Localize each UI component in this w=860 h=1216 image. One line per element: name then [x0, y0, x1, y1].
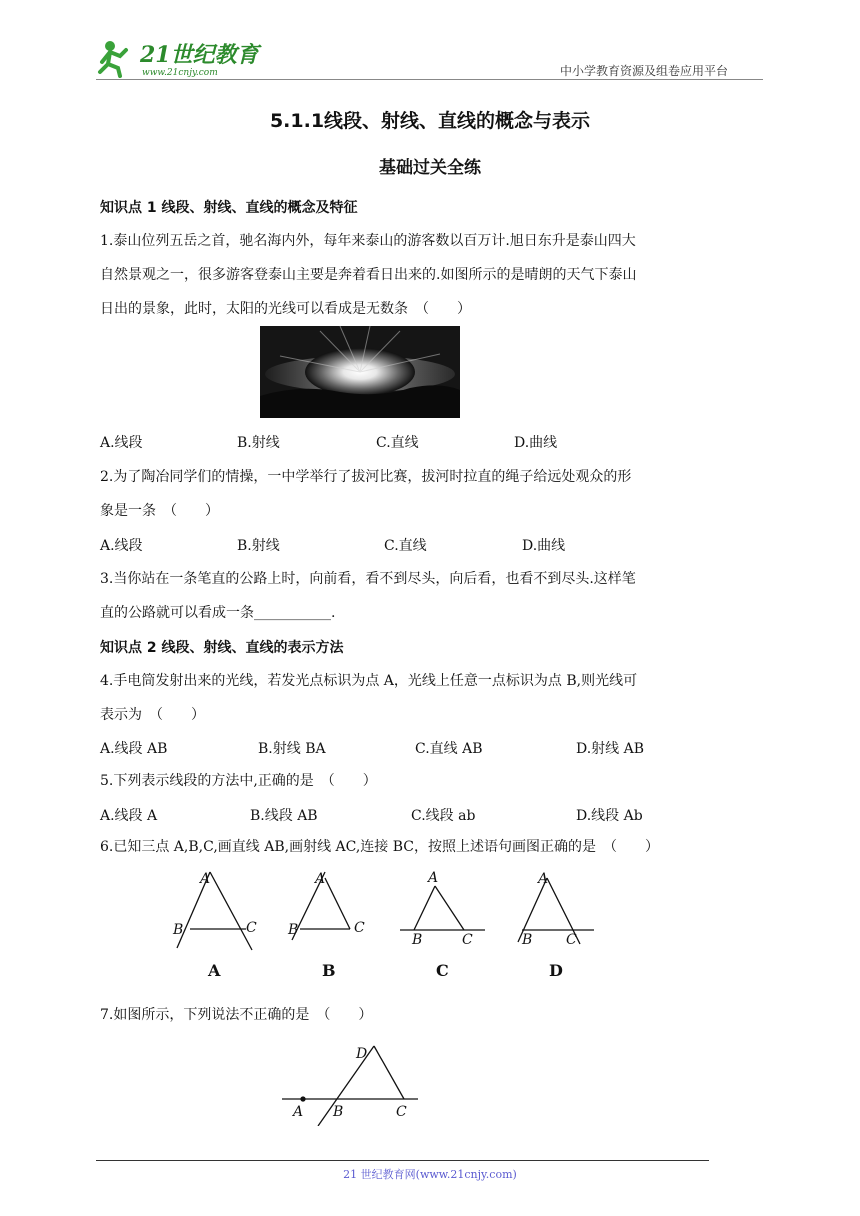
q7-label-a: A [293, 1104, 304, 1120]
q6d-label-c: C [566, 932, 577, 948]
q4-option-b: B.射线 BA [258, 741, 326, 757]
q6b-label-a: A [315, 871, 326, 887]
q5-option-b: B.线段 AB [250, 808, 318, 824]
question-1-line-3: 日出的景象，此时，太阳的光线可以看成是无数条 （ ） [100, 301, 471, 317]
q6-figures [160, 866, 610, 986]
q6b-label-c: C [354, 920, 365, 936]
q7-label-d: D [356, 1046, 368, 1062]
q6-figure-label-a: A [208, 961, 221, 980]
q7-label-c: C [396, 1104, 407, 1120]
q5-option-c: C.线段 ab [411, 808, 476, 824]
logo [96, 38, 266, 80]
q2-option-a: A.线段 [100, 538, 143, 554]
question-1-line-2: 自然景观之一，很多游客登泰山主要是奔着看日出来的.如图所示的是晴朗的天气下泰山 [100, 267, 637, 283]
question-6 [100, 830, 765, 864]
question-7 [100, 998, 765, 1032]
question-5-line-1: 5.下列表示线段的方法中,正确的是 （ ） [100, 773, 377, 789]
question-2 [100, 460, 765, 528]
q1-option-b: B.射线 [237, 435, 280, 451]
question-2-line-2: 象是一条 （ ） [100, 503, 219, 519]
q6-figure-d [518, 871, 594, 980]
q6-figure-c [400, 870, 485, 980]
q6d-label-a: A [538, 871, 549, 887]
q2-option-d: D.曲线 [522, 538, 566, 554]
q5-option-d: D.线段 Ab [576, 808, 643, 824]
q4-option-d: D.射线 AB [576, 741, 645, 757]
question-3-line-1: 3.当你站在一条笔直的公路上时，向前看，看不到尽头，向后看，也看不到尽头.这样笔 [100, 571, 636, 587]
q7-figure [270, 1036, 430, 1126]
q2-option-c: C.直线 [384, 538, 427, 554]
sunrise-photo [260, 326, 460, 418]
platform-label: 中小学教育资源及组卷应用平台 [560, 64, 729, 78]
question-4-line-2: 表示为 （ ） [100, 707, 205, 723]
question-1 [100, 224, 765, 326]
q6c-label-b: B [412, 932, 423, 948]
question-3-line-2: 直的公路就可以看成一条___________. [100, 605, 336, 621]
section-heading-2: 知识点 2 线段、射线、直线的表示方法 [100, 640, 344, 656]
question-5 [100, 764, 765, 798]
question-2-line-1: 2.为了陶冶同学们的情操，一中学举行了拔河比赛，拔河时拉直的绳子给远处观众的形 [100, 469, 632, 485]
runner-logo-icon [96, 38, 266, 80]
page-title: 5.1.1线段、射线、直线的概念与表示 [269, 110, 591, 132]
q6c-label-a: A [428, 870, 439, 886]
q6-figure-a [172, 871, 257, 980]
q6c-label-c: C [462, 932, 473, 948]
logo-url: www.21cnjy.com [142, 68, 218, 78]
q4-option-a: A.线段 AB [100, 741, 168, 757]
question-3 [100, 562, 765, 630]
question-6-line-1: 6.已知三点 A,B,C,画直线 AB,画射线 AC,连接 BC，按照上述语句画图正确的是 （ ） [100, 839, 660, 855]
q1-option-a: A.线段 [100, 435, 143, 451]
q6a-label-a: A [200, 871, 211, 887]
q1-option-c: C.直线 [376, 435, 419, 451]
q6d-label-b: B [522, 932, 533, 948]
header-divider [96, 79, 763, 80]
q7-label-b: B [333, 1104, 344, 1120]
q6a-label-c: C [246, 920, 257, 936]
question-7-line-1: 7.如图所示，下列说法不正确的是 （ ） [100, 1007, 373, 1023]
footer-divider [96, 1160, 709, 1161]
q6-figure-label-b: B [322, 961, 336, 980]
question-1-line-1: 1.泰山位列五岳之首，驰名海内外，每年来泰山的游客数以百万计.旭日东升是泰山四大 [100, 233, 636, 249]
q2-option-b: B.射线 [237, 538, 280, 554]
q4-option-c: C.直线 AB [415, 741, 483, 757]
question-4-line-1: 4.手电筒发射出来的光线，若发光点标识为点 A，光线上任意一点标识为点 B,则光线可 [100, 673, 638, 689]
q6-figure-label-d: D [549, 961, 563, 980]
q5-option-a: A.线段 A [100, 808, 158, 824]
section-heading-1: 知识点 1 线段、射线、直线的概念及特征 [100, 200, 358, 216]
page-subtitle: 基础过关全练 [379, 158, 481, 178]
logo-text: 21世纪教育 [140, 42, 259, 68]
q6-figure-b [287, 871, 365, 980]
question-4 [100, 664, 765, 732]
footer-link[interactable]: 21 世纪教育网(www.21cnjy.com) [343, 1168, 517, 1181]
q6b-label-b: B [288, 922, 299, 938]
q1-option-d: D.曲线 [514, 435, 558, 451]
q6-figure-label-c: C [436, 961, 449, 980]
q6a-label-b: B [173, 922, 184, 938]
